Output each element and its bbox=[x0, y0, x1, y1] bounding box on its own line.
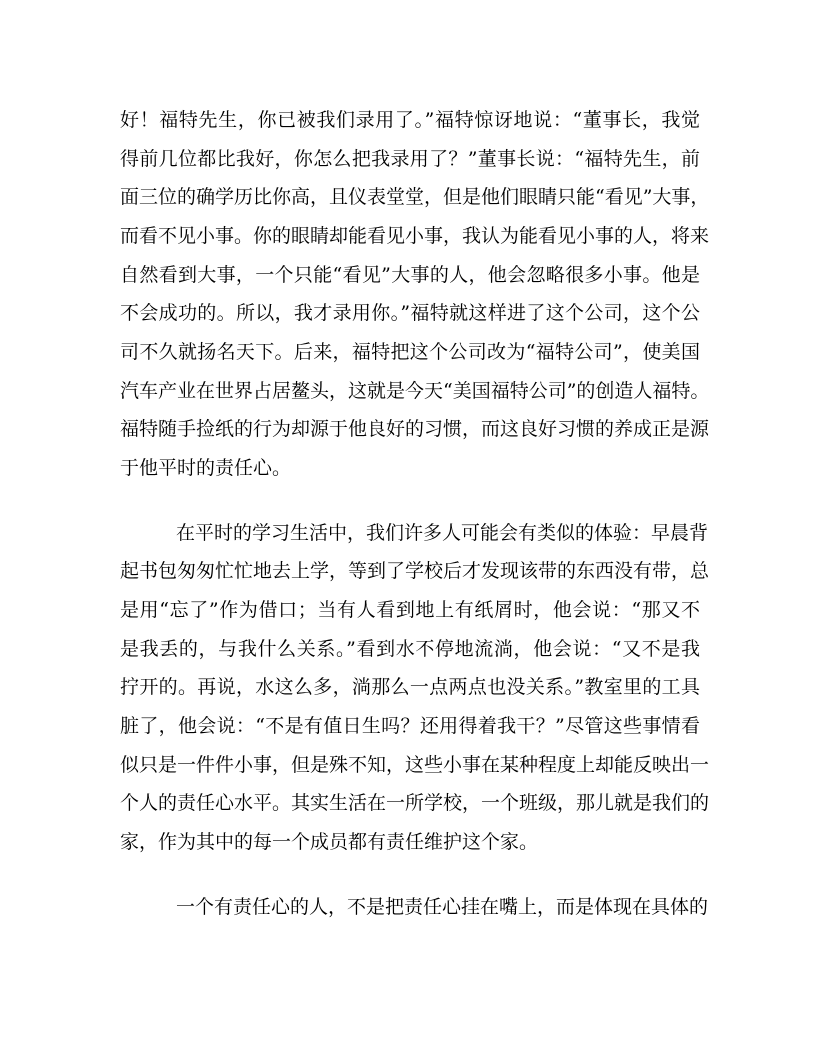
text-line: 是我丢的，与我什么关系。”看到水不停地流淌，他会说：“又不是我 bbox=[120, 638, 700, 660]
text-line: 于他平时的责任心。 bbox=[120, 457, 292, 479]
text-line: 司不久就扬名天下。后来，福特把这个公司改为“福特公司”，使美国 bbox=[120, 341, 700, 363]
text-line: 自然看到大事，一个只能“看见”大事的人，他会忽略很多小事。他是 bbox=[120, 264, 700, 286]
text-line: 个人的责任心水平。其实生活在一所学校，一个班级，那儿就是我们的 bbox=[120, 792, 710, 814]
text-line: 脏了，他会说：“不是有值日生吗？还用得着我干？”尽管这些事情看 bbox=[120, 715, 700, 737]
text-line: 面三位的确学历比你高，且仪表堂堂，但是他们眼睛只能“看见”大事， bbox=[120, 186, 710, 208]
text-line: 一个有责任心的人，不是把责任心挂在嘴上，而是体现在具体的 bbox=[176, 896, 709, 918]
text-line: 在平时的学习生活中，我们许多人可能会有类似的体验：早晨背 bbox=[176, 522, 709, 544]
text-line: 福特随手捡纸的行为却源于他良好的习惯，而这良好习惯的养成正是源 bbox=[120, 418, 710, 440]
text-line: 不会成功的。所以，我才录用你。”福特就这样进了这个公司，这个公 bbox=[120, 302, 700, 324]
text-line: 是用“忘了”作为借口；当有人看到地上有纸屑时，他会说：“那又不 bbox=[120, 599, 700, 621]
text-line: 而看不见小事。你的眼睛却能看见小事，我认为能看见小事的人，将来 bbox=[120, 225, 710, 247]
text-line: 拧开的。再说，水这么多，淌那么一点两点也没关系。”教室里的工具 bbox=[120, 676, 700, 698]
text-line: 似只是一件件小事，但是殊不知，这些小事在某种程度上却能反映出一 bbox=[120, 754, 710, 776]
text-line: 起书包匆匆忙忙地去上学，等到了学校后才发现该带的东西没有带，总 bbox=[120, 560, 710, 582]
text-line: 汽车产业在世界占居鳌头，这就是今天“美国福特公司”的创造人福特。 bbox=[120, 380, 710, 402]
text-line: 好！福特先生，你已被我们录用了。”福特惊讶地说：“董事长，我觉 bbox=[120, 109, 700, 131]
text-line: 家，作为其中的每一个成员都有责任维护这个家。 bbox=[120, 831, 539, 853]
text-line: 得前几位都比我好，你怎么把我录用了？”董事长说：“福特先生，前 bbox=[120, 148, 700, 170]
